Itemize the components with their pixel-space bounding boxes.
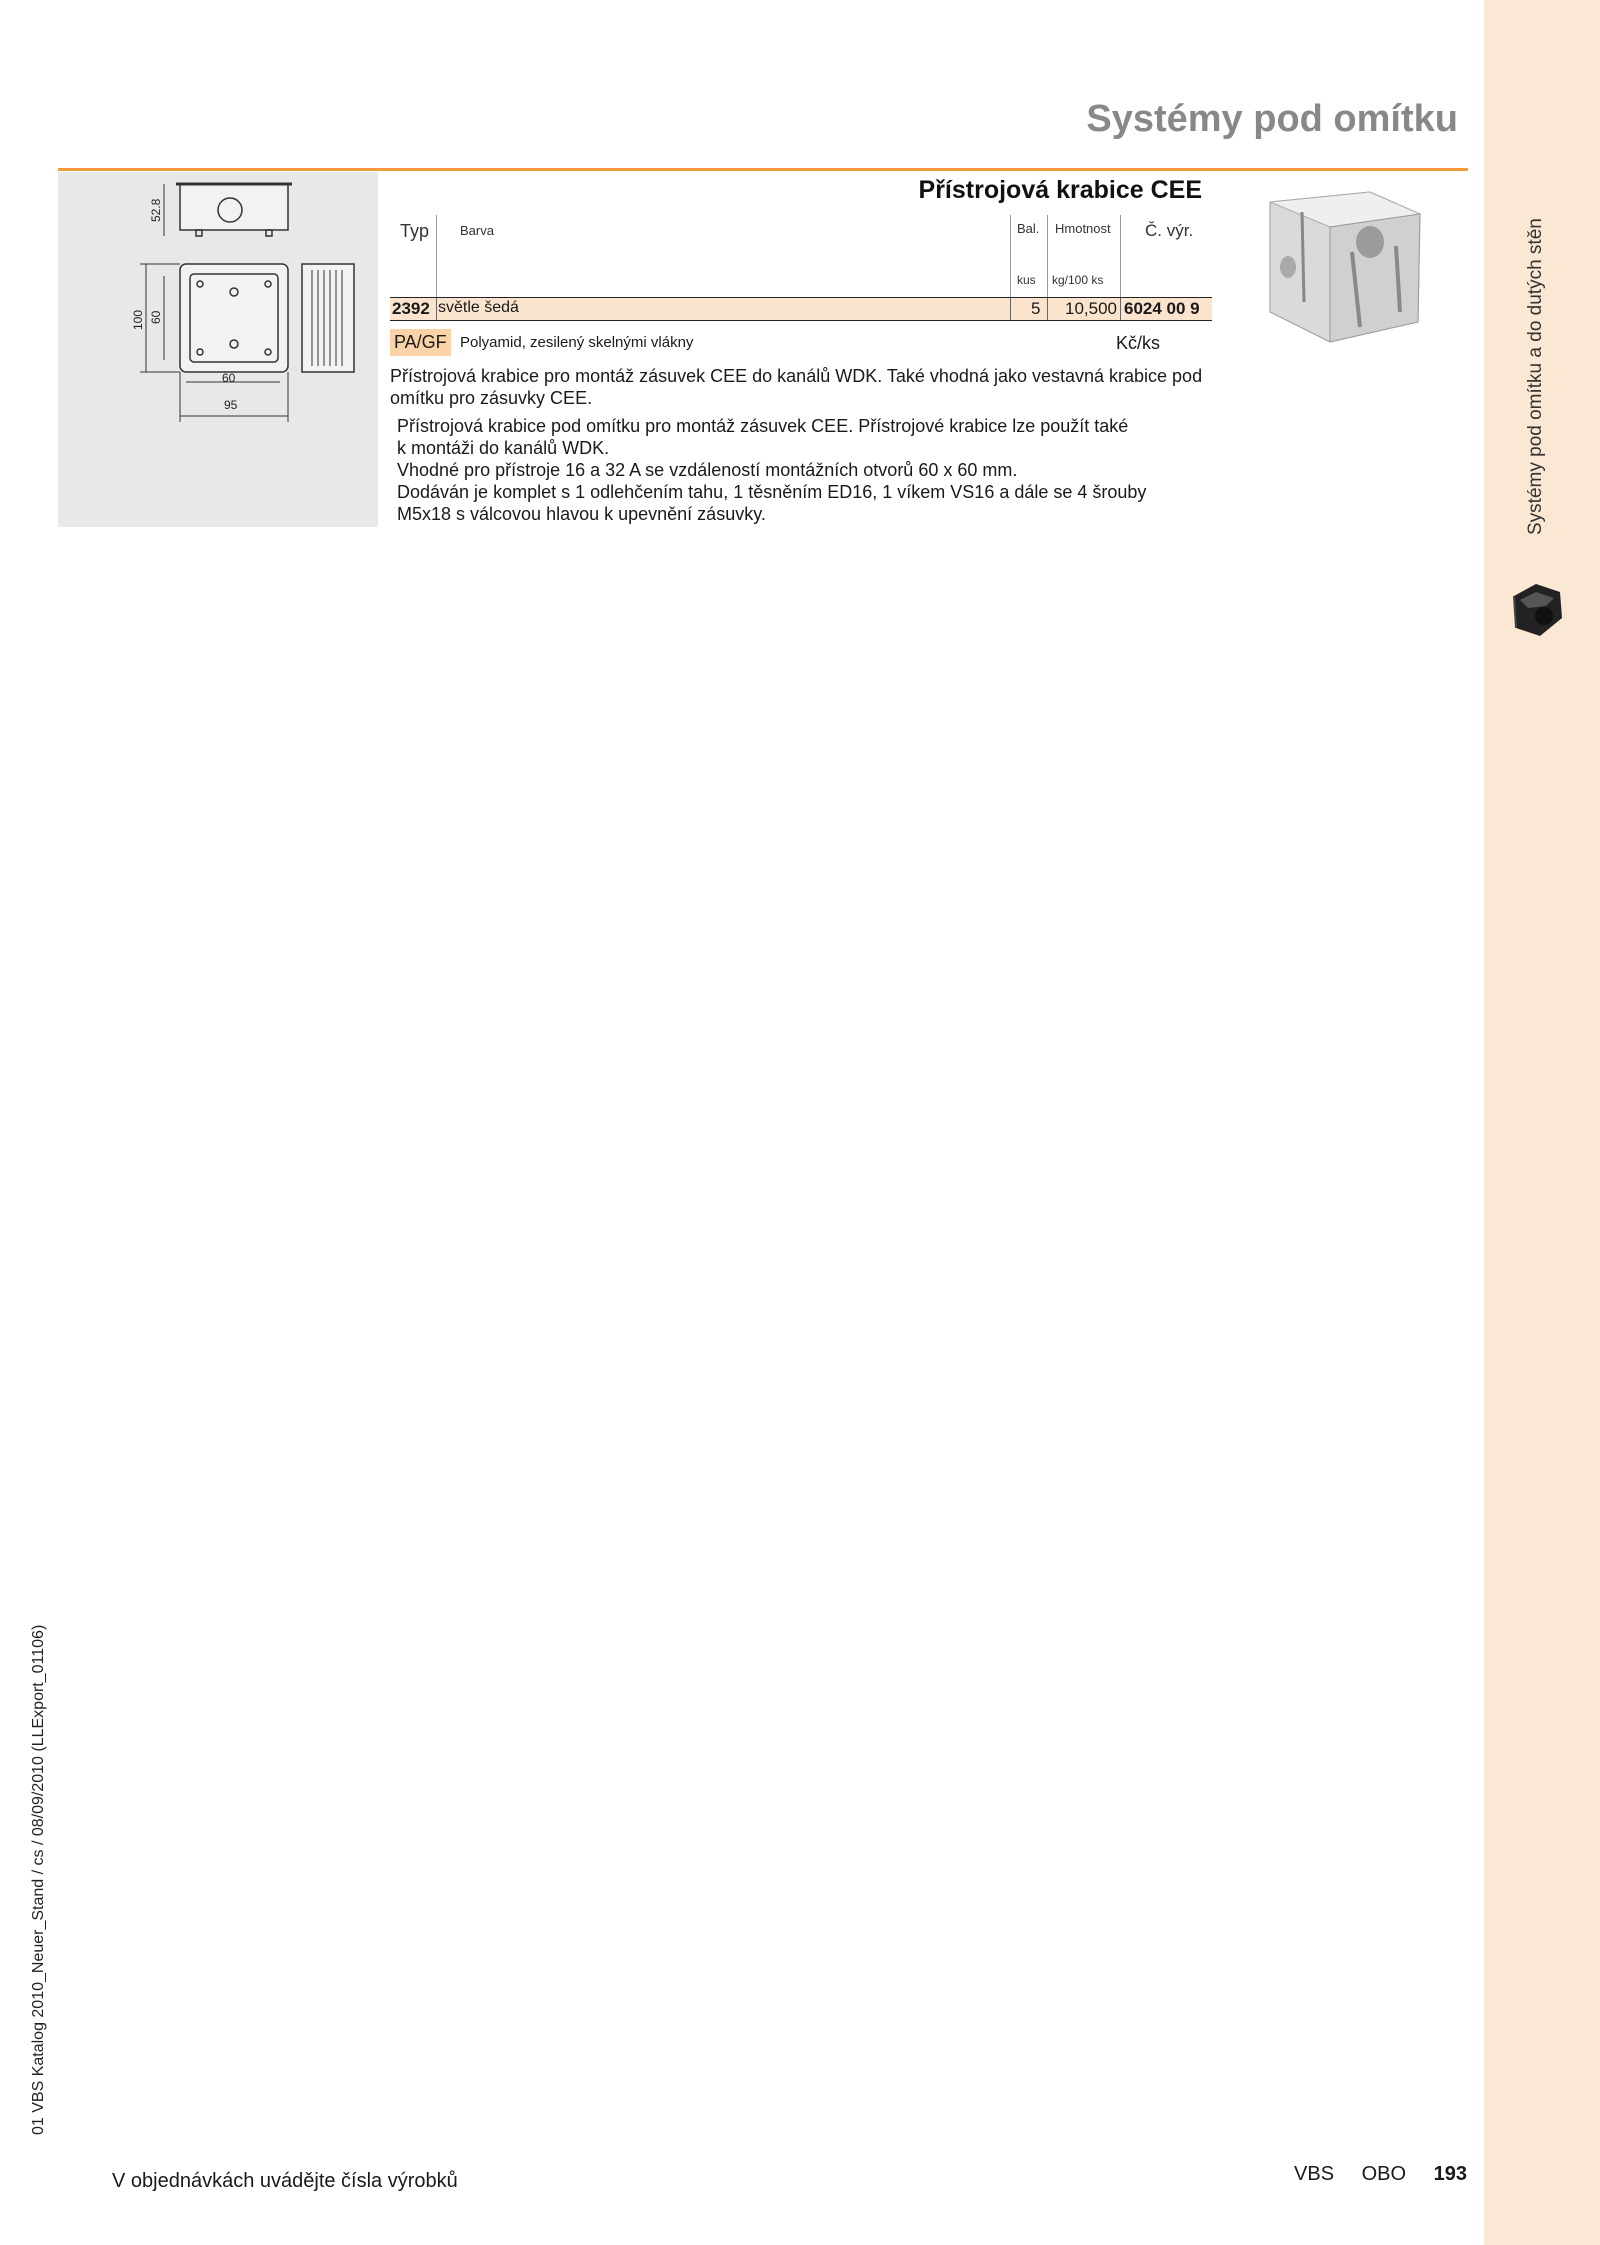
page-number: 193 — [1433, 2163, 1467, 2185]
price-unit: Kč/ks — [1116, 333, 1161, 353]
cell-hmotnost: 10,500 — [1065, 299, 1117, 318]
technical-drawing-panel — [58, 172, 378, 527]
detail-line: k montáži do kanálů WDK. — [397, 438, 610, 458]
header-hmotnost-unit: kg/100 ks — [1052, 273, 1104, 287]
divider — [1010, 298, 1011, 320]
table-row — [390, 297, 1212, 321]
divider — [1120, 215, 1121, 297]
header-typ: Typ — [400, 221, 430, 241]
footer-note: V objednávkách uvádějte čísla výrobků — [112, 2170, 458, 2192]
divider — [1010, 215, 1011, 297]
divider — [1047, 215, 1048, 297]
dim-95: 95 — [224, 398, 238, 412]
detail-line: Přístrojová krabice pod omítku pro montáž zásuvek CEE. Přístrojové krabice lze použít také — [397, 416, 1129, 436]
divider — [1047, 298, 1048, 320]
header-bal: Bal. — [1017, 221, 1040, 236]
brand-obo: OBO — [1361, 2163, 1407, 2185]
header-barva: Barva — [460, 223, 494, 238]
table-header — [390, 215, 1212, 297]
product-title: Přístrojová krabice CEE — [918, 176, 1202, 204]
technical-drawing — [58, 172, 378, 527]
brand-vbs: VBS — [1294, 2163, 1335, 2185]
detail-line: Vhodné pro přístroje 16 a 32 A se vzdáleností montážních otvorů 60 x 60 mm. — [397, 460, 1018, 480]
material-code: PA/GF — [390, 329, 451, 356]
cell-bal: 5 — [1031, 299, 1041, 318]
product-photo — [1220, 172, 1466, 527]
header-bal-unit: kus — [1017, 273, 1036, 287]
detail-line: Dodáván je komplet s 1 odlehčením tahu, 1 těsněním ED16, 1 víkem VS16 a dále se 4 šrouby — [397, 482, 1147, 502]
divider — [436, 215, 437, 297]
dim-52: 52.8 — [149, 198, 163, 222]
cell-cislo-vyrobku: 6024 00 9 — [1124, 299, 1200, 318]
cell-typ: 2392 — [392, 299, 430, 318]
product-description — [390, 365, 1220, 409]
header-hmotnost: Hmotnost — [1055, 221, 1111, 236]
product-details — [397, 415, 1227, 525]
dim-100: 100 — [131, 309, 145, 330]
product-table — [390, 215, 1212, 363]
dim-60-vertical: 60 — [149, 310, 163, 324]
detail-line: M5x18 s válcovou hlavou k upevnění zásuvky. — [397, 504, 766, 524]
dim-60-horizontal: 60 — [222, 371, 236, 385]
footer-brand — [1272, 2163, 1467, 2186]
product-category-icon — [1506, 578, 1566, 642]
material-description: Polyamid, zesilený skelnými vlákny — [460, 334, 694, 351]
cell-barva: světle šedá — [438, 299, 519, 316]
material-row — [390, 329, 1212, 363]
header-cislo-vyrobku: Č. výr. — [1145, 221, 1194, 240]
description-paragraph: Přístrojová krabice pro montáž zásuvek CEE do kanálů WDK. Také vhodná jako vestavná krabice pod omítku pro zásuvky CEE. — [390, 366, 1203, 408]
product-photo-panel — [1220, 172, 1466, 527]
title-rule — [58, 168, 1468, 171]
page-title: Systémy pod omítku — [1086, 98, 1458, 140]
divider — [1120, 298, 1121, 320]
divider — [436, 298, 437, 320]
